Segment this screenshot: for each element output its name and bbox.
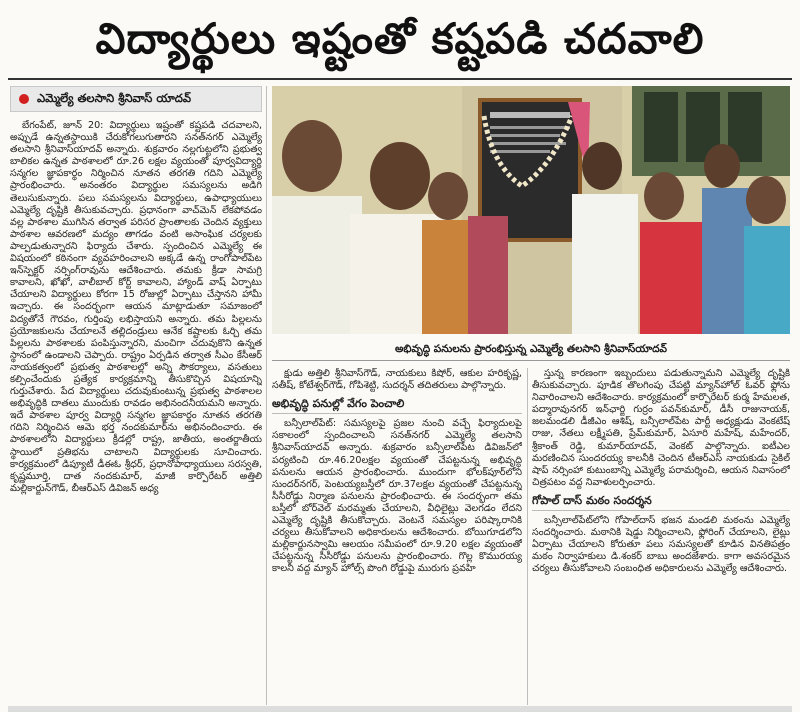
photo-illustration <box>272 86 790 334</box>
column-2-text-1: క్షుడు అత్తిలి శ్రీనివాస్‌గౌడ్, నాయకులు కిషోర్, ఆకుల హరికృష్ణ, సతీష్, కోటేశ్వర్‌గౌడ్, గోపిశెట్టి, సుదర్శన్ తదితరులు పాల్గొన్నారు. <box>272 368 522 392</box>
byline-text: ఎమ్మెల్యే తలసాని శ్రీనివాస్ యాదవ్ <box>37 90 192 105</box>
bottom-strip <box>8 706 792 712</box>
column-3-subheading: గోపాల్ దాస్ మఠం సందర్శన <box>532 495 790 511</box>
bullet-dot-icon <box>19 94 29 104</box>
byline <box>10 86 262 112</box>
article-column-1 <box>10 120 262 705</box>
column-3-text-2: బన్సీలాల్‌పేట్‌లోని గోపాల్‌దాస్ భజన మండలి మఠంను ఎమ్మెల్యే సందర్శించారు. మఠానికి షెడ్డు నిర్మించాలని, ఫ్లోరింగ్ చేయాలని, లైట్లు ఏర్పాటు చేయాలని కోరుతూ పలు సమస్యలతో కూడిన వినతిపత్రం మఠం నిర్వాహకులు డి.శంకర్ బాబు అందజేశారు. కాగా అవసరమైన చర్యలు తీసుకోవాలని సంబంధిత అధికారులను ఎమ్మెల్యే ఆదేశించారు. <box>532 515 790 575</box>
headline: విద్యార్థులు ఇష్టంతో కష్టపడి చదవాలి <box>95 14 705 63</box>
column-2-text-2: బన్సీలాల్‌పేట్: సమస్యలపై ప్రజల నుంచి వచ్చే ఫిర్యాదులపై సకాలంలో స్పందించాలని సనత్‌నగర్ ఎమ్మెల్యే తలసాని శ్రీనివాస్‌యాదవ్ అన్నారు. శుక్రవారం బన్సీలాల్‌పేట డివిజన్‌లో పర్యటించి రూ.46.20లక్షల వ్యయంతో చేపట్టనున్న అభివృద్ధి పనులను ఆయన ప్రారంభించారు. ముందుగా భోలక్‌పూర్‌లోని సుందర్‌నగర్, పెంటయ్యబస్తీలో రూ.37లక్షల వ్యయంతో చేపట్టనున్న సీసీరోడ్డు నిర్మాణ పనులను ప్రారంభించారు. ఈ సందర్భంగా తమ బస్తీలో బోర్‌వెల్ మరమ్మతు చేయాలని, వీధిలైట్లు వెలగడం లేదని ఎమ్మెల్యే దృష్టికి తీసుకొచ్చారు. వెంటనే సమస్యల పరిష్కారానికి చర్యలు తీసుకోవాలని అధికారులను ఆదేశించారు. బోయిగూడలోని మల్లికార్జునస్వామి ఆలయం సమీపంలో రూ.9.20 లక్షల వ్యయంతో చేపట్టనున్న సీసీరోడ్డు పనులను ప్రారంభించారు. గొల్ల కొమురయ్య కాలనీ వద్ద మ్యాన్ హోల్స్ పొంగి రోడ్డుపై మురుగు ప్రవహి <box>272 418 522 575</box>
headline-rule <box>8 78 792 80</box>
column-divider <box>266 86 267 705</box>
column-divider <box>527 368 528 705</box>
column-1-text: బేగంపేట్, జూన్ 20: విద్యార్థులు ఇష్టంతో కష్టపడి చదవాలని, అప్పుడే ఉన్నతస్థాయికి చేరుకోగలుగుతారని సనత్‌నగర్ ఎమ్మెల్యే తలసాని శ్రీనివాస్‌యాదవ్ అన్నారు. శుక్రవారం నల్లగుట్టలోని ప్రభుత్వ బాలికల ఉన్నత పాఠశాలలో రూ.26 లక్షల వ్యయంతో పూర్వవిద్యార్థి సన్మగల జ్ఞాపకార్థం నిర్మించిన నూతన తరగతి గదిని ఎమ్మెల్యే ప్రారంభించారు. అనంతరం విద్యార్థుల సమస్యలను అడిగి తెలుసుకున్నారు. పలు సమస్యలను విద్యార్థులు, ఉపాధ్యాయులు ఎమ్మెల్యే దృష్టికి తీసుకువచ్చారు. ప్రధానంగా వాచ్‌మెన్ లేకపోవడం వల్ల పాఠశాల ముగిసిన తర్వాత పరిసర ప్రాంతాలకు చెందిన వ్యక్తులు పాఠశాల ఆవరణలో మద్యం తాగడం వంటి అసాంఘిక చర్యలకు పాల్పడుతున్నారని ఫిర్యాదు చేశారు. స్పందించిన ఎమ్మెల్యే ఈ విషయంలో కఠినంగా వ్యవహరించాలని అక్కడే ఉన్న రాంగోపాల్‌పేట ఇన్‌స్పెక్టర్ నర్సింగ్‌రావును ఆదేశించారు. తమకు క్రీడా సామగ్రి కావాలని, ఖోఖో, వాలీబాల్ కోర్ట్ కావాలని, హ్యాండ్ వాష్ ఏర్పాటు చేయాలని విద్యార్థులు కోరగా 15 రోజుల్లో ఏర్పాటు చేస్తానని హామీ ఇచ్చారు. ఈ సందర్భంగా ఆయన మాట్లాడుతూ సమాజంలో విద్యతోనే గౌరవం, గుర్తింపు లభిస్తాయని అన్నారు. తమ పిల్లలను ప్రయోజకులను చేయాలనే తల్లిదండ్రులు ఆనేక కష్టాలకు ఓర్చి తమ పిల్లలను పాఠశాలకు పంపిస్తున్నారని, మంచిగా చదువుకొని ఉన్నత స్థానంలో ఉండాలని చెప్పారు. రాష్ట్రం ఏర్పడిన తర్వాత సీఎం కేసీఆర్ నాయకత్వంలో ప్రభుత్వ పాఠశాలల్లో అన్ని సౌకర్యాలు, వసతులు కల్పించేందుకు ప్రత్యేక కార్యక్రమాన్ని తీసుకొచ్చిన విషయాన్ని గుర్తుచేశారు. పేద విద్యార్థులు చదువుకుంటున్న ప్రభుత్వ పాఠశాలల అభివృద్ధికి దాతలు ముందుకు రావడం అభినందనీయమని అన్నారు. ఇదే పాఠశాల పూర్వ విద్యార్థి సన్మగల జ్ఞాపకార్థం నూతన తరగతి గదిని నిర్మించిన ఆమె భర్త నందకుమార్‌ను అభినందించారు. ఈ పాఠశాలలోని విద్యార్థులు క్రీడల్లో రాష్ట్ర, జాతీయ, అంతర్జాతీయ స్థాయిలో ప్రతిభను చాటాలని విద్యార్థులకు సూచించారు. కార్యక్రమంలో డిప్యూటీ డీఈఓ శ్రీధర్, ప్రధానోపాధ్యాయులు సరస్వతి, కృష్ణమూర్తి, దాత నందకుమార్, మాజీ కార్పొరేటర్ అత్తిలి మల్లికార్జున్‌గౌడ్, బీఆర్‌ఎస్ డివిజన్ అధ్య <box>10 120 262 494</box>
photo-caption: అభివృద్ధి పనులను ప్రారంభిస్తున్న ఎమ్మెల్యే తలసాని శ్రీనివాస్‌యాదవ్ <box>272 338 790 361</box>
article-column-2 <box>272 368 522 705</box>
column-2-subheading: అభివృద్ధి పనుల్లో వేగం పెంచాలి <box>272 398 522 414</box>
news-photo <box>272 86 790 334</box>
column-3-text-1: స్తున్న కారణంగా ఇబ్బందులు పడుతున్నామని ఎమ్మెల్యే దృష్టికి తీసుకువచ్చారు. పూడిక తొలగింపు చేపట్టి మ్యాన్‌హోల్ ఓవర్ ఫ్లోను నివారించాలని ఆదేశించారు. కార్యక్రమంలో కార్పొరేటర్ కుర్మ హేమలత, పద్మారావునగర్ ఇన్‌ఛార్జి గుర్రం పవన్‌కుమార్, డీసీ రాజునాయక్, జలమండలి డీజీఎం ఆశిష్, బన్సీలాల్‌పేట పార్టీ అధ్యక్షుడు వెంకటేష్ రాజు, నేతలు లక్ష్మీపతి, ప్రేమ్‌కుమార్, ఏసూరి మహేష్, మహేందర్, శ్రీకాంత్ రెడ్డి, కుమార్‌యాదవ్, వెంకట్ పాల్గొన్నారు. ఐటీఎల మరణించిన సుందరయ్య కాలనీకి చెందిన టీఆర్‌ఎస్ నాయకుడు సైకిల్ షాప్ నర్సింహా కుటుంబాన్ని ఎమ్మెల్యే పరామర్శించి, ఆయన నివాసంలో చిత్రపటం వద్ద నివాళులర్పించారు. <box>532 368 790 488</box>
article-column-3 <box>532 368 790 705</box>
